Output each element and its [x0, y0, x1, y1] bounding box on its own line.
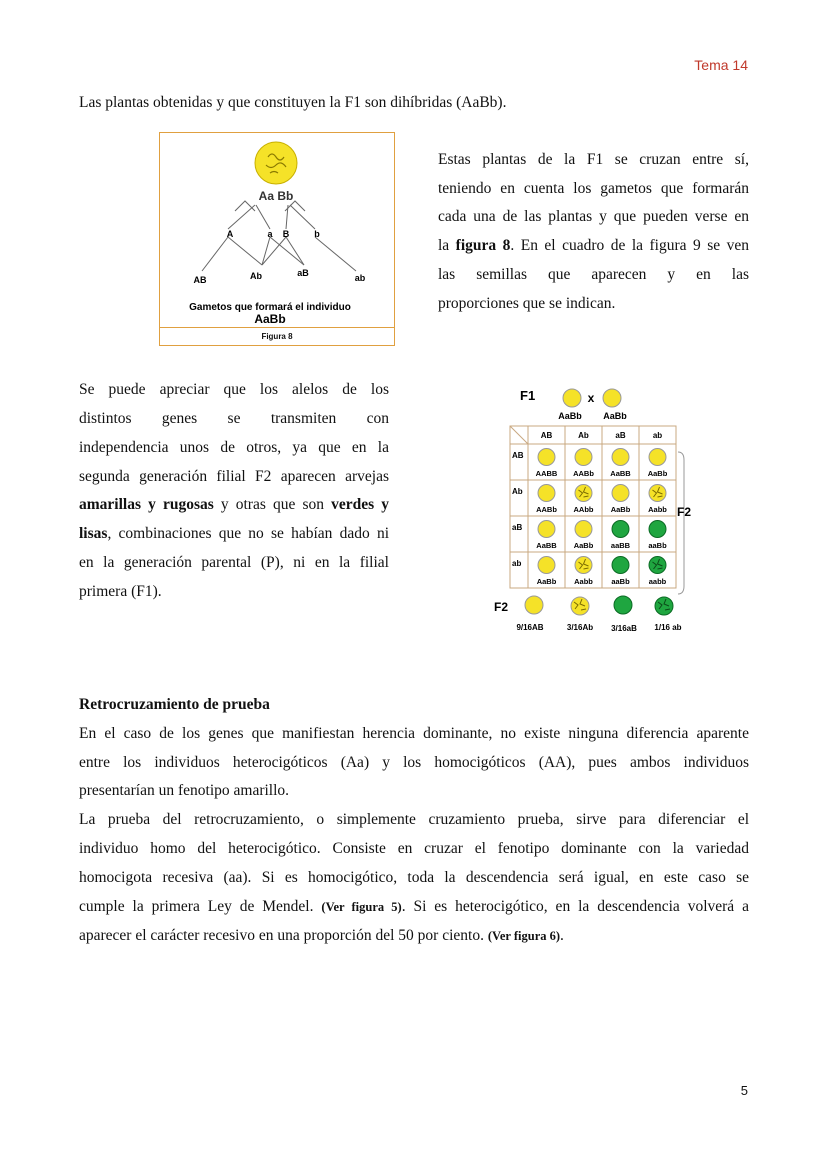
- ratio-yellow-wrinkled: 3/16Ab: [566, 623, 594, 632]
- col-header-ab: ab: [652, 431, 663, 440]
- parent-genotype-2: AaBb: [603, 411, 627, 421]
- row-header-ab: ab: [512, 559, 522, 568]
- genotype-cell: AaBb: [610, 505, 631, 514]
- seed-yellow-smooth-icon: [538, 557, 555, 574]
- left-paragraph-l7: en la generación parental (P), ni en la filial: [79, 554, 389, 571]
- genotype-cell: AaBB: [610, 469, 631, 478]
- gamete-ab: ab: [354, 273, 366, 283]
- grid-corner-diagonal: [510, 426, 528, 444]
- section-header: Tema 14: [694, 57, 748, 73]
- right-paragraph-l3: cada una de las plantas y que pueden verse en: [438, 208, 749, 225]
- parent-pea-2-icon: [603, 389, 621, 407]
- genotype-cell: AABB: [535, 469, 558, 478]
- phenotype-yellow-smooth-icon: [525, 596, 543, 614]
- seed-yellow-smooth-icon: [575, 449, 592, 466]
- right-paragraph-l2: teniendo en cuenta los gametos que formarán: [438, 180, 749, 197]
- figure-5-reference: (Ver figura 5): [321, 900, 402, 914]
- seed-yellow-wrinkled-icon: [575, 485, 592, 502]
- genotype-cell: Aabb: [574, 577, 593, 586]
- seed-yellow-wrinkled-icon: [649, 485, 666, 502]
- right-paragraph-l6: proporciones que se indican.: [438, 295, 616, 312]
- figure-9-punnett: [490, 380, 700, 638]
- left-paragraph-l1: Se puede apreciar que los alelos de los: [79, 381, 389, 398]
- seed-green-smooth-icon: [612, 521, 629, 538]
- left-paragraph-l5: amarillas y rugosas y otras que son verdes y: [79, 496, 390, 513]
- col-header-Ab: Ab: [578, 431, 589, 440]
- seed-yellow-smooth-icon: [575, 521, 592, 538]
- fig8-caption-line2: AaBb: [254, 312, 286, 326]
- figure-8: [159, 132, 395, 346]
- col-header-aB: aB: [615, 431, 626, 440]
- body-p1-l1: En el caso de los genes que manifiestan herencia dominante, no existe ninguna diferencia aparente: [79, 725, 749, 742]
- phenotype-yellow-wrinkled-icon: [571, 597, 589, 615]
- row-header-AB: AB: [512, 451, 524, 460]
- yellow-pea-icon: [255, 142, 297, 184]
- body-p1-l2: entre los individuos heterocigóticos (Aa) y los homocigóticos (AA), pues ambos individuos: [79, 754, 749, 771]
- f2-brace-icon: [678, 452, 684, 594]
- f1-label: F1: [520, 388, 536, 403]
- gamete-AB: AB: [193, 275, 207, 285]
- allele-a: a: [267, 229, 273, 239]
- phenotype-green-smooth-icon: [614, 596, 632, 614]
- gamete-Ab: Ab: [250, 271, 262, 281]
- genotype-cell: AAbb: [573, 505, 594, 514]
- genotype-cell: aaBB: [610, 541, 631, 550]
- figure-8-label: Figura 8: [160, 327, 394, 345]
- genotype-cell: AaBB: [536, 541, 557, 550]
- ratio-green-smooth: 3/16aB: [611, 624, 637, 633]
- left-paragraph-l4: segunda generación filial F2 aparecen arvejas: [79, 468, 389, 485]
- branch-lines: [202, 201, 356, 271]
- seed-yellow-smooth-icon: [538, 485, 555, 502]
- fig8-caption-line1: Gametos que formará el individuo: [189, 302, 351, 313]
- genotype-cell: AABb: [573, 469, 594, 478]
- genotype-cell: AaBb: [573, 541, 594, 550]
- seed-yellow-smooth-icon: [538, 449, 555, 466]
- right-paragraph-l5: las semillas que aparecen y en las: [438, 266, 749, 283]
- col-header-AB: AB: [540, 431, 553, 440]
- phenotype-green-wrinkled-icon: [655, 597, 673, 615]
- ratio-yellow-smooth: 9/16AB: [516, 623, 544, 632]
- f2-label: F2: [494, 600, 509, 614]
- body-p1-l3: presentarían un fenotipo amarillo.: [79, 782, 290, 799]
- genotype-cell: aabb: [648, 577, 667, 586]
- allele-A: A: [226, 229, 234, 239]
- genotype-cell: aaBb: [611, 577, 630, 586]
- parent-pea-1-icon: [563, 389, 581, 407]
- seed-yellow-wrinkled-icon: [575, 557, 592, 574]
- genotype-cell: AaBb: [647, 469, 668, 478]
- figure-6-reference: (Ver figura 6): [487, 929, 561, 943]
- genotype-cell: AaBb: [536, 577, 557, 586]
- seed-yellow-smooth-icon: [538, 521, 555, 538]
- gamete-aB: aB: [297, 268, 309, 278]
- seed-green-smooth-icon: [612, 557, 629, 574]
- right-paragraph-l1: Estas plantas de la F1 se cruzan entre sí,: [438, 151, 749, 168]
- seed-yellow-smooth-icon: [649, 449, 666, 466]
- section-title: Retrocruzamiento de prueba: [79, 696, 270, 713]
- seed-green-wrinkled-icon: [649, 557, 666, 574]
- parent-genotype-1: AaBb: [558, 411, 582, 421]
- body-p2-l4: cumple la primera Ley de Mendel. (Ver figura 5). Si es heterocigótico, en la descendencia volverá a: [79, 898, 749, 915]
- genotype-cell: aaBb: [648, 541, 667, 550]
- left-paragraph-l2: distintos genes se transmiten con: [79, 410, 389, 427]
- grid-content: [512, 431, 668, 586]
- genotype-cell: AABb: [536, 505, 557, 514]
- left-paragraph-l3: independencia unos de otros, ya que en la: [79, 439, 389, 456]
- body-p2-l3: homocigota recesiva (aa). Si es homocigótico, toda la descendencia será igual, en este caso se: [79, 869, 749, 886]
- body-p2-l1: La prueba del retrocruzamiento, o simplemente cruzamiento prueba, sirve para diferenciar el: [79, 811, 749, 828]
- row-header-Ab: Ab: [512, 487, 523, 496]
- allele-B: B: [282, 229, 290, 239]
- f2-side-label: F2: [677, 505, 692, 519]
- left-paragraph-l8: primera (F1).: [79, 583, 162, 600]
- ratio-green-wrinkled: 1/16 ab: [654, 623, 682, 632]
- left-paragraph-l6: lisas, combinaciones que no se habían dado ni: [79, 525, 389, 542]
- intro-text: Las plantas obtenidas y que constituyen la F1 son dihíbridas (AaBb).: [79, 94, 507, 111]
- cross-symbol: x: [587, 391, 595, 405]
- page-number: 5: [740, 1083, 748, 1098]
- right-paragraph-l4: la figura 8. En el cuadro de la figura 9 se ven: [438, 237, 749, 254]
- body-p2-l2: individuo homo del heterocigótico. Consiste en cruzar el fenotipo dominante con la variedad: [79, 840, 749, 857]
- row-header-aB: aB: [512, 523, 523, 532]
- parent-genotype-label: Aa Bb: [258, 189, 294, 203]
- body-p2-l5: aparecer el carácter recesivo en una proporción del 50 por ciento. (Ver figura 6).: [79, 927, 564, 944]
- seed-green-smooth-icon: [649, 521, 666, 538]
- gamete-diagram: [160, 133, 394, 328]
- seed-yellow-smooth-icon: [612, 485, 629, 502]
- seed-yellow-smooth-icon: [612, 449, 629, 466]
- allele-b: b: [314, 229, 320, 239]
- genotype-cell: Aabb: [648, 505, 667, 514]
